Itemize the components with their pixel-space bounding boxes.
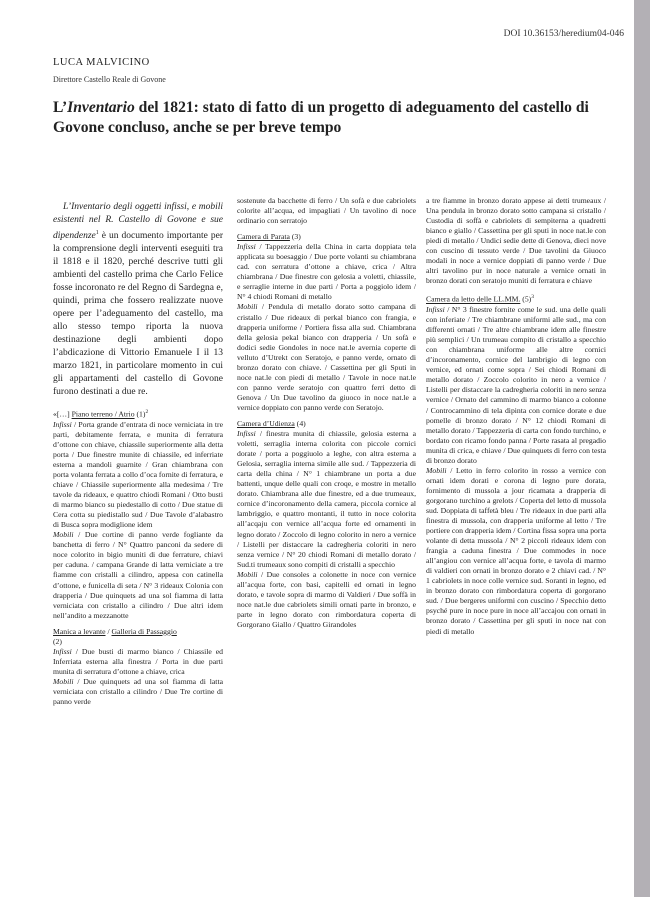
text-mobili: / Due cortine di panno verde fogliante da banchetta di ferro / N° Quattro panconi da sedere di noce colorito in bigio muniti di due ferrature, chiavi per caduna. / campana Grande di latta verniciate a tre fiamme con cristalli a cilindro, appesa con catinella d’ottone, e funicella di seta / N° 3 rideaux Colonia con drapperia / Due quinquets ad una sol fiamma di latta verniciata con cristallo a cilindro / Due altri idem nell’andito a mezzanotte bbox=[53, 530, 223, 620]
heading-letto: Camera da letto delle LL.MM. bbox=[426, 294, 521, 304]
text-mobili: / Due consoles a colonette in noce con vernice all’acqua forte, con basi, capitelli ed ornati in legno dorato, e tavole sopra di marmo di Valdieri / Due soffà in noce nat.le due cabriolets simili ornati parte in bronzo, e parte in legno dorato con rimbordatura coperta di Gorgorano Giallo / Quattro Girandoles bbox=[237, 569, 416, 629]
label-infissi: Infissi bbox=[237, 429, 256, 439]
room-note: (3) bbox=[289, 232, 301, 242]
atrio-infissi bbox=[53, 420, 223, 531]
room-note: (5) bbox=[520, 294, 532, 304]
text-infissi: / N° 3 finestre fornite come le sud. una delle quali con inferiate / Tre chiambrane uniformi alle sud., ma con differenti ornati / Tre altre chiambrane idem alle finestre più semplici / Un trumeau compito di cristallo a specchio con chiambrana uniforme alle altre cornici d’incoronamento, cornice del lambrigio di legno con vernice, ed ornati come sopra / Sei chiodi Romani di metallo dorato / Zoccolo colorito in nero a vernice / Listelli per distaccare la cadregheria coloriti in nero senza vernice / Ornato del cammino di marmo bianco a colonne / Controcammino di tela dipinta con cornice dorate e due pomelle di bronzo dorato / N° 12 chiodi Romani di metallo dorato / Tappezzeria di carta con fondo turchino, e bordato con ricamo fondo panna / Porte rasata al pregadio munita di crica, e chiave / Due quinquets di ferro con testa di bronzo dorato bbox=[426, 305, 606, 465]
section-galleria-heading bbox=[53, 627, 223, 647]
heading-parata: Camera di Parata bbox=[237, 232, 290, 242]
label-infissi: Infissi bbox=[53, 419, 72, 429]
atrio-mobili bbox=[53, 530, 223, 620]
title-pre: L’ bbox=[53, 99, 68, 116]
label-mobili: Mobili bbox=[53, 530, 74, 540]
continued-text: a tre fiamme in bronzo dorato appese ai detti trumeaux / Una pendula in bronzo dorato sotto campana si cristallo / Custodia di soffà e cabriolets di sempiterna a quadretti bianco e giallo / Cassettina per gli sputi in noce nat.le con piedi di metallo / Undici sedie dette di Genova, dieci nove con cuscino di tessuto verde / Due tavolini da Giuoco modali in noce a vernice doppiati di panno verde / Due altri tavolino pur in noce naturale a vernice ornati in bronzo dorati con seratojo muniti di ferratura e chiave bbox=[426, 196, 606, 286]
continued-text: sostenute da bacchette di ferro / Un sofà e due cabriolets colorite all’acqua, ed impagliati / Un tavolino di noce ordinario con serratojo bbox=[237, 196, 416, 226]
heading-atrio: Piano terreno / Atrio bbox=[71, 409, 135, 419]
udienza-mobili bbox=[237, 570, 416, 630]
article-title bbox=[53, 98, 628, 138]
section-udienza-heading bbox=[237, 419, 416, 429]
page-edge-sidebar bbox=[634, 0, 650, 897]
heading-sep: / bbox=[105, 626, 112, 636]
text-infissi: / Porta grande d’entrata di noce verniciata in tre parti, debitamente ferrata, e munita di ferratura d’ottone con chiave, chiassile superiormente alla detta porta / Due finestre munite di chiassile, ed inferriate esterna a mandoli guarnite / Gran chiambrana con porta volanta ferrata a collo d’oca fornite di ferratura, e chiave / Chiassile superiormente alla medesima / Tre tavole da rideaux, e quattro chiodi Romani / Otto busti di marmo bianco su piedestallo di cotto / Due statue di Cera cotta su piedistallo sud / Due Tavole d’alabastro di Busca sopra modiglione idem bbox=[53, 419, 223, 530]
label-mobili: Mobili bbox=[426, 465, 447, 475]
parata-mobili bbox=[237, 302, 416, 413]
text-infissi: / finestra munita di chiassile, gelosia esterna a voletti, serraglia interna colorita con piccole cornici dorate / porta a poggiuolo a leghe, con altra esterna a Gelosia, serraglia interna simile alle sud. / Tappezzeria di carta della china / N° 1 chiambrane un porta a due battenti, unque delle quali con croqe, e mostre in metallo dorato. Chiambrana alle due finestre, ed a due trumeaux, cornice d’incoronamento della camera, piccola cornice al lambriggio, e quattro montanti, il tutto in noce colorita all’acqaju con vernice all’acqua forte ed ornamenti in legno dorato / Zoccolo di legno colorito in nero a vernice / Listelli per distaccare la cadregheria coloriti in nero senza vernice / N° 20 chiodi Romani di metallo dorato / Sud.ti trumeaux sono compiti di cristalli a specchio bbox=[237, 429, 416, 569]
intro-text: è un documento importante per la comprensione degli interventi eseguiti tra il 1818 e il 1820, perché descrive tutti gli ambienti del castello prima che Carlo Felice fosse incoronato re del Regno di Sardegna e, quindi, prima che fossero realizzate nuove opere per l’adeguamento del castello, ma allo stesso tempo riporta la nuova destinazione degli ambienti dopo l’abdicazione di Vittorio Emanuele I il 13 marzo 1821, in particolare momento in cui gli appartamenti del castello di Govone furono destinati a due re. bbox=[53, 231, 223, 398]
text-mobili: / Pendula di metallo dorato sotto campana di cristallo / Due rideaux di perkal bianco con frangia, e drapperia uniforme / Portiera fissa alla sud. Chiambrana della gelosia pekal bianco con drapperia / Un sofà e dodici sedie Gondoles in noce nat.le avernia coperte di velluto d’Utrekt con Seratojo, e panno verde, ornato di bronzo dorato con chiave. / Cassettina per gli Sputi in noce nat.le con piedi di metallo / Tavole in noce nat.le con panno verde seratojo con quattro ferri detto di Genova / Un Due tavolino da giuoco in noce nat.le a vernice doppiato con panno verde con Seratojo. bbox=[237, 302, 416, 412]
letto-mobili bbox=[426, 466, 606, 637]
quote-open: «[…] bbox=[53, 409, 72, 419]
section-atrio-heading bbox=[53, 407, 223, 420]
text-mobili: / Letto in ferro colorito in rosso a vernice con ornati idem dorati e corona di legno pure dorata, fornimento di mussola a jour ricamata a drapperia di gorgorano turchino a grelots / Coperta del letto di mussola sud. Doppiata di taffetà bleu / Tre rideaux in due parti alla finestra di mussola, con drapperia uniforme al letto / Tre portiere con drapperia idem / Cortina fissa sopra una porta volante di detta mussola / N° 2 piccoli rideaux idem con frangia a caduna finestra / Due commodes in noce all’angiou con vernice all’acqua forte, e tavola di marmo di valdieri con ornati in bronzo dorato e 2 chiavi cad. / N° 1 cabriolets in noce colle vernice sud. Soranti in legno, ed in bronzo dorato con rimbordatura coperta di gorgorano sud. / Due bergeres uniformi con cuscino / Specchio detto psyché pure in noce pure in noce all’accajou con ornati in bronzo dorato / Cassettina per gli sputi in noce nat con piedi di metallo bbox=[426, 465, 606, 636]
title-post: del 1821: stato di fatto di un progetto di adeguamento del castello di Govone concluso, anche se per breve tempo bbox=[53, 99, 589, 136]
author-role: Direttore Castello Reale di Govone bbox=[53, 75, 166, 84]
intro-italic: L’Inventario degli oggetti infissi, e mobili esistenti nel R. Castello di Govone e sue dipendenze bbox=[53, 202, 223, 242]
footnote-ref: 3 bbox=[531, 294, 534, 301]
intro-paragraph bbox=[53, 201, 223, 399]
galleria-mobili bbox=[53, 677, 223, 707]
parata-infissi bbox=[237, 242, 416, 302]
text-mobili: / Due quinquets ad una sol fiamma di latta verniciata con cristallo a cilindro / Due Tre cortine di panno verde bbox=[53, 676, 223, 707]
room-note: (4) bbox=[294, 418, 306, 428]
label-infissi: Infissi bbox=[237, 242, 256, 252]
section-parata-heading bbox=[237, 232, 416, 242]
room-note: (2) bbox=[53, 636, 62, 646]
column-2 bbox=[237, 196, 416, 630]
text-infissi: / Tappezzeria della China in carta doppiata tela applicata su boesaggio / Due porte volanti su chiambrana cad. con serratura d’ottone a chiave, crica / Altra chiambrana / Due finestre con gelosia a voletti, chiassile, e serraglie interne in due parti / Porta a poggiolo idem / N° 4 chiodi Romani di metallo bbox=[237, 242, 416, 302]
udienza-infissi bbox=[237, 429, 416, 570]
footnote-ref: 2 bbox=[145, 409, 149, 416]
text-infissi: / Due busti di marmo bianco / Chiassile ed Inferriata esterna alla finestra / Porta in due parti munita di serratura d’ottone a chiave, crica bbox=[53, 646, 223, 676]
footnote-ref: 1 bbox=[95, 230, 99, 236]
label-mobili: Mobili bbox=[237, 569, 258, 579]
author-name: LUCA MALVICINO bbox=[53, 57, 150, 68]
room-note: (1) bbox=[134, 409, 146, 419]
label-mobili: Mobili bbox=[237, 302, 258, 312]
column-3 bbox=[426, 196, 606, 637]
letto-infissi bbox=[426, 305, 606, 466]
label-infissi: Infissi bbox=[53, 646, 72, 656]
galleria-infissi bbox=[53, 647, 223, 677]
title-italic: Inventario bbox=[67, 99, 135, 116]
heading-udienza: Camera d’Udienza bbox=[237, 418, 295, 428]
heading-manica: Manica a levante bbox=[53, 626, 106, 636]
label-infissi: Infissi bbox=[426, 305, 445, 315]
column-1 bbox=[53, 201, 223, 707]
label-mobili: Mobili bbox=[53, 676, 74, 686]
section-letto-heading bbox=[426, 292, 606, 305]
doi-header: DOI 10.36153/heredium04-046 bbox=[503, 29, 624, 39]
heading-galleria: Galleria di Passaggio bbox=[111, 626, 177, 636]
